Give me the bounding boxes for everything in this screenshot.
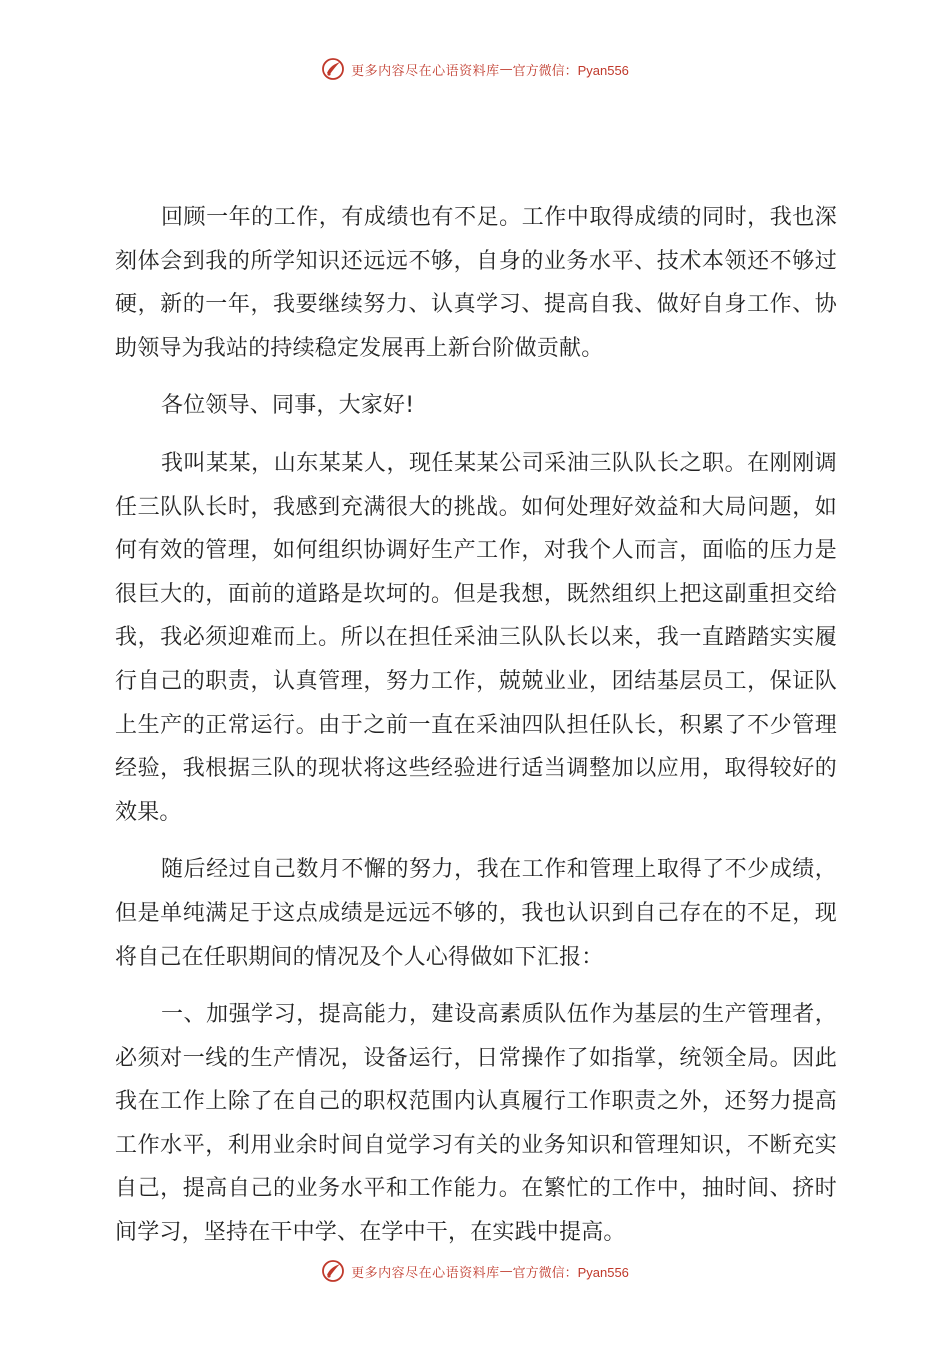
paragraph-3: 我叫某某，山东某某人，现任某某公司采油三队队长之职。在刚刚调任三队队长时，我感到充满很大的挑战。如何处理好效益和大局问题，如何有效的管理，如何组织协调好生产工作，对我个人而言，面临的压力是很巨大的，面前的道路是坎坷的。但是我想，既然组织上把这副重担交给我，我必须迎难而上。所以在担任采油三队队长以来，我一直踏踏实实履行自己的职责，认真管理，努力工作，兢兢业业，团结基层员工，保证队上生产的正常运行。由于之前一直在采油四队担任队长，积累了不少管理经验，我根据三队的现状将这些经验进行适当调整加以应用，取得较好的效果。 <box>115 450 837 825</box>
watermark-contact: 官方微信：Pyan556 <box>512 1264 629 1280</box>
watermark-text: 更多内容尽在心语资料库 <box>351 1265 500 1281</box>
header-watermark <box>0 54 950 84</box>
paragraph-4: 随后经过自己数月不懈的努力，我在工作和管理上取得了不少成绩，但是单纯满足于这点成绩是远远不够的，我也认识到自己存在的不足，现将自己在任职期间的情况及个人心得做如下汇报： <box>115 857 837 970</box>
brush-logo-icon <box>321 57 345 81</box>
paragraph-1: 回顾一年的工作，有成绩也有不足。工作中取得成绩的同时，我也深刻体会到我的所学知识还远远不够，自身的业务水平、技术本领还不够过硬，新的一年，我要继续努力、认真学习、提高自我、做好自身工作、协助领导为我站的持续稳定发展再上新台阶做贡献。 <box>115 205 837 361</box>
paragraph-5: 一、加强学习，提高能力，建设高素质队伍作为基层的生产管理者，必须对一线的生产情况，设备运行，日常操作了如指掌，统领全局。因此我在工作上除了在自己的职权范围内认真履行工作职责之外，还努力提高工作水平，利用业余时间自觉学习有关的业务知识和管理知识，不断充实自己，提高自己的业务水平和工作能力。在繁忙的工作中，抽时间、挤时间学习，坚持在干中学、在学中干，在实践中提高。 <box>115 1002 837 1246</box>
paragraph-2: 各位领导、同事，大家好! <box>161 393 415 419</box>
watermark-separator: — <box>499 61 513 77</box>
document-body <box>115 196 837 1269</box>
watermark-contact: 官方微信：Pyan556 <box>512 62 629 78</box>
brush-logo-icon <box>321 1259 345 1283</box>
watermark-text: 更多内容尽在心语资料库 <box>351 63 500 79</box>
watermark-separator: — <box>499 1263 513 1279</box>
footer-watermark <box>0 1256 950 1286</box>
